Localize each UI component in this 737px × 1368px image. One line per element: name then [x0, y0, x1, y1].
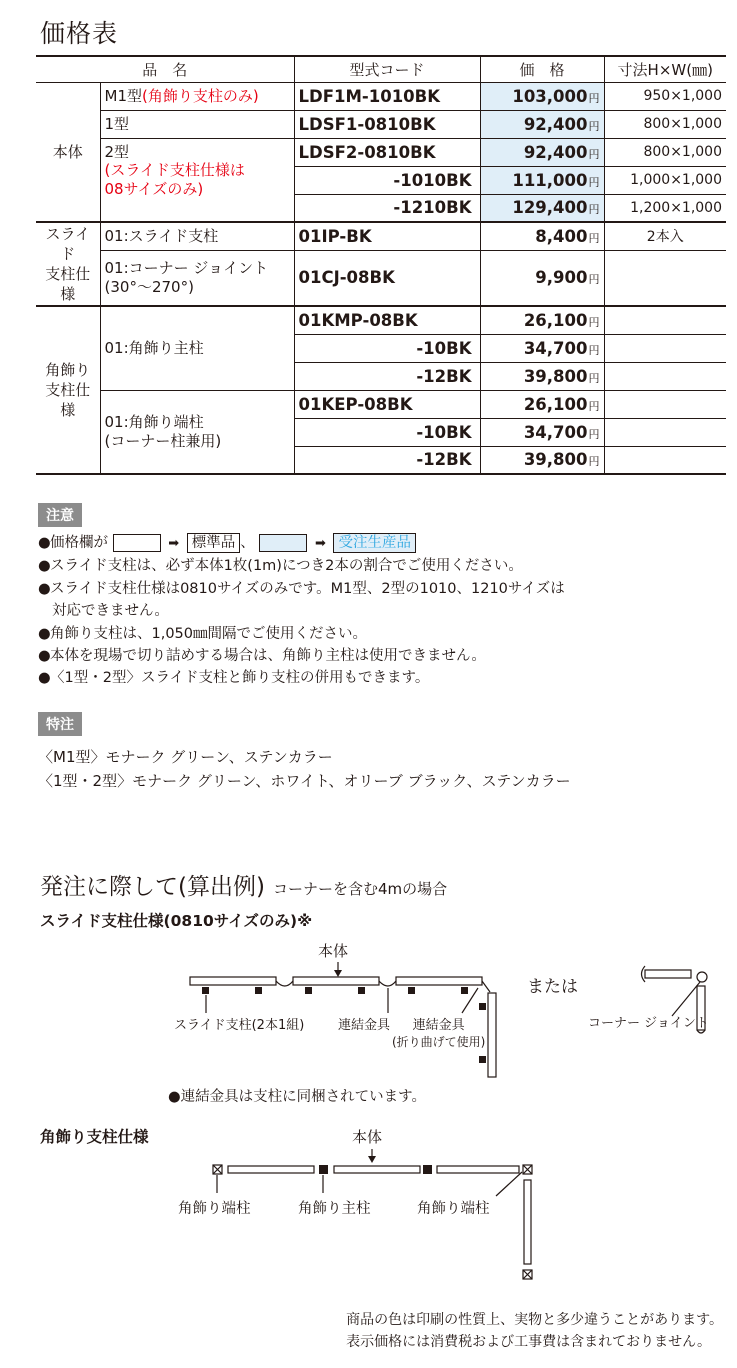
- model-code: 01CJ-08BK: [294, 250, 480, 306]
- body-label: 本体: [352, 1128, 383, 1146]
- group-slide: スライド 支柱仕様: [36, 222, 100, 306]
- slide-post: [358, 987, 365, 994]
- connector-link: [482, 981, 490, 992]
- kazari-spec-heading: 角飾り支柱仕様: [40, 1128, 149, 1146]
- end-post-label: 角飾り端柱: [178, 1201, 251, 1217]
- price-cell: 129,400円: [480, 194, 604, 222]
- connector-link: [276, 981, 293, 986]
- slide-post: [461, 987, 468, 994]
- slide-post: [305, 987, 312, 994]
- panel: [396, 977, 482, 985]
- model-code: -1210BK: [294, 194, 480, 222]
- arrow-right-icon: ➡: [314, 536, 326, 551]
- footer-line: 商品の色は印刷の性質上、実物と多少違うことがあります。: [346, 1312, 723, 1328]
- leader-line: [496, 1172, 522, 1196]
- panel: [190, 977, 276, 985]
- order-title: 発注に際して(算出例) コーナーを含む4mの場合: [40, 874, 448, 900]
- model-code: -10BK: [294, 334, 480, 362]
- list-item-cont: 対応できません。: [52, 603, 169, 620]
- leader-line: [672, 982, 700, 1016]
- slide-post: [255, 987, 262, 994]
- end-post-label-corner: 角飾り端柱: [417, 1201, 490, 1217]
- size-cell: 1,000×1,000: [604, 166, 726, 194]
- list-item: ●〈1型・2型〉スライド支柱と飾り支柱の併用もできます。: [38, 670, 430, 687]
- product-name: 01:コーナー ジョイント (30°〜270°): [100, 250, 294, 306]
- panel: [645, 970, 691, 978]
- header-price: 価 格: [480, 56, 604, 82]
- price-cell: 8,400円: [480, 222, 604, 250]
- connector-bent-label: 連結金具 (折り曲げて使用): [392, 1018, 486, 1049]
- bundled-note: ●連結金具は支柱に同梱されています。: [168, 1089, 426, 1105]
- price-cell: 111,000円: [480, 166, 604, 194]
- slide-post: [479, 1003, 486, 1010]
- price-cell: 34,700円: [480, 418, 604, 446]
- panel: [293, 977, 379, 985]
- panel-corner: [488, 993, 496, 1077]
- slide-spec-heading: スライド支柱仕様(0810サイズのみ)※: [40, 912, 313, 930]
- caution-label: 注意: [38, 503, 82, 527]
- caution-legend: ●価格欄が ➡ 標準品 、 ➡ 受注生産品: [38, 532, 728, 555]
- model-code: 01KEP-08BK: [294, 390, 480, 418]
- product-name: M1型(角飾り支柱のみ): [100, 82, 294, 110]
- model-code: -12BK: [294, 362, 480, 390]
- model-code: 01KMP-08BK: [294, 306, 480, 334]
- arrow-down-icon: [368, 1156, 376, 1163]
- group-kazari: 角飾り 支柱仕様: [36, 306, 100, 474]
- model-code: LDSF1-0810BK: [294, 110, 480, 138]
- header-model-code: 型式コード: [294, 56, 480, 82]
- model-code: -10BK: [294, 418, 480, 446]
- product-name: 01:スライド支柱: [100, 222, 294, 250]
- price-cell: 92,400円: [480, 110, 604, 138]
- or-label: または: [527, 977, 578, 997]
- model-code: LDSF2-0810BK: [294, 138, 480, 166]
- product-name: 01:角飾り端柱 (コーナー柱兼用): [100, 390, 294, 474]
- main-post-box: [423, 1165, 432, 1174]
- footer-notes: [346, 1309, 723, 1353]
- list-item: ●本体を現場で切り詰めする場合は、角飾り主柱は使用できません。: [38, 648, 486, 665]
- list-item: 〈M1型〉モナーク グリーン、ステンカラー: [38, 748, 333, 766]
- main-post-box: [319, 1165, 328, 1174]
- size-cell: 950×1,000: [604, 82, 726, 110]
- price-cell: 39,800円: [480, 362, 604, 390]
- slide-post: [479, 1056, 486, 1063]
- list-item: ●スライド支柱は、必ず本体1枚(1m)につき2本の割合でご使用ください。: [38, 558, 523, 575]
- panel: [228, 1166, 314, 1173]
- header-size: 寸法H×W(㎜): [604, 56, 726, 82]
- size-cell: 1,200×1,000: [604, 194, 726, 222]
- list-item: 〈1型・2型〉モナーク グリーン、ホワイト、オリーブ ブラック、ステンカラー: [38, 772, 571, 790]
- arrow-down-icon: [334, 970, 342, 977]
- model-code: LDF1M-1010BK: [294, 82, 480, 110]
- product-name: 01:角飾り主柱: [100, 306, 294, 390]
- list-item: ●スライド支柱仕様は0810サイズのみです。M1型、2型の1010、1210サイズは: [38, 580, 565, 597]
- price-cell: 39,800円: [480, 446, 604, 474]
- group-body: 本体: [36, 82, 100, 222]
- order-subtitle: コーナーを含む4mの場合: [272, 880, 448, 898]
- connector-link: [379, 981, 396, 986]
- special-label: 特注: [38, 712, 82, 736]
- product-name: 2型 (スライド支柱仕様は 08サイズのみ): [100, 138, 294, 222]
- connector-label: 連結金具: [338, 1018, 391, 1033]
- panel-corner: [524, 1180, 531, 1264]
- panel: [334, 1166, 420, 1173]
- main-post-label: 角飾り主柱: [298, 1201, 371, 1217]
- corner-joint-symbol: [697, 972, 707, 982]
- price-cell: 26,100円: [480, 390, 604, 418]
- footer-line: 表示価格には消費税および工事費は含まれておりません。: [346, 1334, 711, 1350]
- price-cell: 103,000円: [480, 82, 604, 110]
- price-cell: 26,100円: [480, 306, 604, 334]
- body-label: 本体: [318, 942, 349, 960]
- model-code: -1010BK: [294, 166, 480, 194]
- standard-tag: 標準品: [187, 533, 241, 553]
- panel: [437, 1166, 519, 1173]
- slide-post: [202, 987, 209, 994]
- price-cell: 92,400円: [480, 138, 604, 166]
- model-code: 01IP-BK: [294, 222, 480, 250]
- arrow-right-icon: ➡: [168, 536, 180, 551]
- custom-tag: 受注生産品: [333, 533, 416, 553]
- price-cell: 9,900円: [480, 250, 604, 306]
- corner-joint-label: コーナー ジョイント: [588, 1016, 709, 1031]
- header-product-name: 品 名: [36, 56, 294, 82]
- model-code: -12BK: [294, 446, 480, 474]
- list-item: ●角飾り支柱は、1,050㎜間隔でご使用ください。: [38, 625, 368, 642]
- size-cell: 2本入: [604, 222, 726, 250]
- price-cell: 34,700円: [480, 334, 604, 362]
- slide-post-label: スライド支柱(2本1組): [174, 1018, 305, 1033]
- size-cell: 800×1,000: [604, 110, 726, 138]
- page-title: 価格表: [40, 19, 119, 48]
- product-name: 1型: [100, 110, 294, 138]
- size-cell: 800×1,000: [604, 138, 726, 166]
- slide-post: [408, 987, 415, 994]
